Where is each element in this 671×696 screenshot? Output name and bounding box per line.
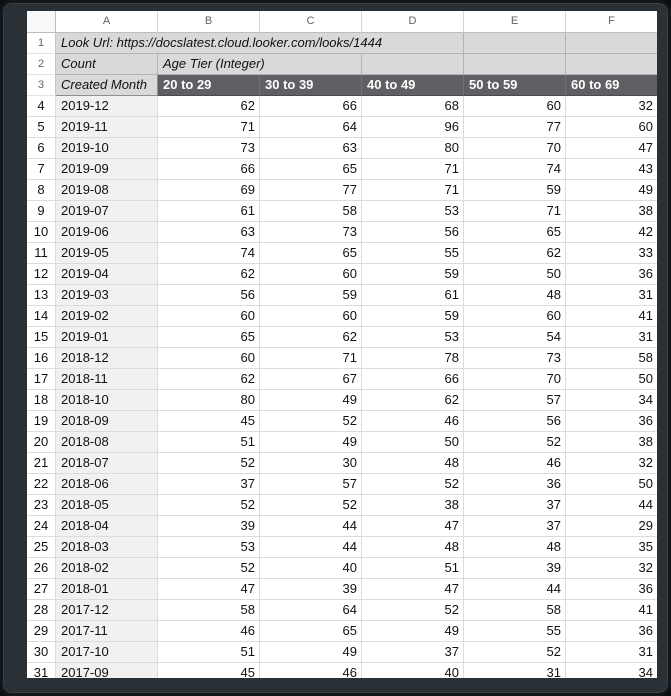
column-header-a[interactable]: A xyxy=(56,11,158,33)
bucket-30-39[interactable]: 30 to 39 xyxy=(260,75,362,96)
month-cell[interactable]: 2018-11 xyxy=(56,369,158,390)
row-number[interactable]: 31 xyxy=(27,663,56,678)
value-cell[interactable]: 64 xyxy=(260,117,362,138)
value-cell[interactable]: 62 xyxy=(158,369,260,390)
value-cell[interactable]: 66 xyxy=(158,159,260,180)
measure-row xyxy=(27,54,657,75)
row-number[interactable]: 5 xyxy=(27,117,56,138)
value-cell[interactable]: 48 xyxy=(464,285,566,306)
value-cell[interactable]: 36 xyxy=(566,411,657,432)
value-cell[interactable]: 58 xyxy=(464,600,566,621)
value-cell[interactable]: 31 xyxy=(566,327,657,348)
value-cell[interactable]: 53 xyxy=(362,327,464,348)
value-cell[interactable]: 65 xyxy=(260,621,362,642)
table-row xyxy=(27,369,657,390)
value-cell[interactable]: 63 xyxy=(260,138,362,159)
value-cell[interactable]: 65 xyxy=(260,159,362,180)
value-cell[interactable]: 49 xyxy=(260,432,362,453)
value-cell[interactable]: 64 xyxy=(260,600,362,621)
value-cell[interactable]: 77 xyxy=(260,180,362,201)
empty-cell[interactable] xyxy=(464,54,566,75)
month-cell[interactable]: 2018-05 xyxy=(56,495,158,516)
value-cell[interactable]: 38 xyxy=(566,432,657,453)
value-cell[interactable]: 62 xyxy=(260,327,362,348)
count-cell[interactable]: Count xyxy=(56,54,158,75)
month-cell[interactable]: 2019-05 xyxy=(56,243,158,264)
value-cell[interactable]: 57 xyxy=(464,390,566,411)
value-cell[interactable]: 39 xyxy=(260,579,362,600)
value-cell[interactable]: 52 xyxy=(260,411,362,432)
row-number[interactable]: 6 xyxy=(27,138,56,159)
row-number[interactable]: 24 xyxy=(27,516,56,537)
value-cell[interactable]: 36 xyxy=(566,579,657,600)
month-cell[interactable]: 2019-02 xyxy=(56,306,158,327)
month-cell[interactable]: 2018-09 xyxy=(56,411,158,432)
value-cell[interactable]: 49 xyxy=(260,390,362,411)
month-cell[interactable]: 2018-01 xyxy=(56,579,158,600)
table-row xyxy=(27,264,657,285)
row-number[interactable]: 15 xyxy=(27,327,56,348)
value-cell[interactable]: 37 xyxy=(464,495,566,516)
value-cell[interactable]: 48 xyxy=(464,537,566,558)
value-cell[interactable]: 31 xyxy=(464,663,566,678)
value-cell[interactable]: 69 xyxy=(158,180,260,201)
value-cell[interactable]: 67 xyxy=(260,369,362,390)
value-cell[interactable]: 52 xyxy=(362,600,464,621)
table-row xyxy=(27,201,657,222)
value-cell[interactable]: 73 xyxy=(260,222,362,243)
value-cell[interactable]: 44 xyxy=(566,495,657,516)
value-cell[interactable]: 44 xyxy=(260,537,362,558)
spreadsheet xyxy=(27,11,657,678)
value-cell[interactable]: 60 xyxy=(158,306,260,327)
value-cell[interactable]: 36 xyxy=(566,264,657,285)
row-number[interactable]: 3 xyxy=(27,75,56,96)
bucket-40-49[interactable]: 40 to 49 xyxy=(362,75,464,96)
value-cell[interactable]: 40 xyxy=(260,558,362,579)
row-number[interactable]: 30 xyxy=(27,642,56,663)
bucket-60-69[interactable]: 60 to 69 xyxy=(566,75,657,96)
value-cell[interactable]: 44 xyxy=(260,516,362,537)
month-cell[interactable]: 2017-12 xyxy=(56,600,158,621)
empty-cell[interactable] xyxy=(566,33,657,54)
table-row xyxy=(27,516,657,537)
value-cell[interactable]: 49 xyxy=(260,642,362,663)
value-cell[interactable]: 58 xyxy=(260,201,362,222)
value-cell[interactable]: 55 xyxy=(362,243,464,264)
value-cell[interactable]: 29 xyxy=(566,516,657,537)
table-row xyxy=(27,432,657,453)
value-cell[interactable]: 45 xyxy=(158,663,260,678)
month-cell[interactable]: 2019-04 xyxy=(56,264,158,285)
value-cell[interactable]: 35 xyxy=(566,537,657,558)
value-cell[interactable]: 62 xyxy=(158,264,260,285)
month-cell[interactable]: 2019-08 xyxy=(56,180,158,201)
value-cell[interactable]: 46 xyxy=(464,453,566,474)
value-cell[interactable]: 36 xyxy=(464,474,566,495)
month-cell[interactable]: 2019-01 xyxy=(56,327,158,348)
month-cell[interactable]: 2019-09 xyxy=(56,159,158,180)
value-cell[interactable]: 65 xyxy=(158,327,260,348)
value-cell[interactable]: 52 xyxy=(158,495,260,516)
value-cell[interactable]: 80 xyxy=(158,390,260,411)
value-cell[interactable]: 50 xyxy=(566,474,657,495)
row-number[interactable]: 7 xyxy=(27,159,56,180)
month-cell[interactable]: 2017-11 xyxy=(56,621,158,642)
month-cell[interactable]: 2018-04 xyxy=(56,516,158,537)
value-cell[interactable]: 58 xyxy=(158,600,260,621)
row-number[interactable]: 13 xyxy=(27,285,56,306)
value-cell[interactable]: 71 xyxy=(158,117,260,138)
month-cell[interactable]: 2018-07 xyxy=(56,453,158,474)
value-cell[interactable]: 52 xyxy=(464,432,566,453)
value-cell[interactable]: 37 xyxy=(362,642,464,663)
value-cell[interactable]: 78 xyxy=(362,348,464,369)
empty-cell[interactable] xyxy=(566,54,657,75)
empty-cell[interactable] xyxy=(362,54,464,75)
row-number[interactable]: 18 xyxy=(27,390,56,411)
select-all-corner[interactable] xyxy=(27,11,56,33)
row-number[interactable]: 23 xyxy=(27,495,56,516)
value-cell[interactable]: 52 xyxy=(464,642,566,663)
value-cell[interactable]: 46 xyxy=(362,411,464,432)
value-cell[interactable]: 47 xyxy=(566,138,657,159)
look-url-row xyxy=(27,33,657,54)
value-cell[interactable]: 70 xyxy=(464,369,566,390)
bucket-50-59[interactable]: 50 to 59 xyxy=(464,75,566,96)
table-row xyxy=(27,138,657,159)
value-cell[interactable]: 60 xyxy=(566,117,657,138)
value-cell[interactable]: 74 xyxy=(464,159,566,180)
row-number[interactable]: 20 xyxy=(27,432,56,453)
empty-cell[interactable] xyxy=(464,33,566,54)
table-row xyxy=(27,495,657,516)
value-cell[interactable]: 73 xyxy=(464,348,566,369)
value-cell[interactable]: 62 xyxy=(464,243,566,264)
data-rows xyxy=(27,96,657,678)
value-cell[interactable]: 31 xyxy=(566,285,657,306)
value-cell[interactable]: 37 xyxy=(158,474,260,495)
table-row xyxy=(27,537,657,558)
value-cell[interactable]: 60 xyxy=(158,348,260,369)
value-cell[interactable]: 30 xyxy=(260,453,362,474)
table-row xyxy=(27,474,657,495)
month-cell[interactable]: 2019-11 xyxy=(56,117,158,138)
value-cell[interactable]: 48 xyxy=(362,453,464,474)
value-cell[interactable]: 53 xyxy=(362,201,464,222)
look-url-cell[interactable]: Look Url: https://docslatest.cloud.looker.com/looks/1444 xyxy=(56,33,464,54)
value-cell[interactable]: 51 xyxy=(158,642,260,663)
value-cell[interactable]: 50 xyxy=(362,432,464,453)
value-cell[interactable]: 50 xyxy=(464,264,566,285)
value-cell[interactable]: 61 xyxy=(158,201,260,222)
value-cell[interactable]: 59 xyxy=(362,264,464,285)
value-cell[interactable]: 31 xyxy=(566,642,657,663)
month-cell[interactable]: 2017-09 xyxy=(56,663,158,678)
table-row xyxy=(27,117,657,138)
row-number[interactable]: 21 xyxy=(27,453,56,474)
value-cell[interactable]: 71 xyxy=(464,201,566,222)
table-row xyxy=(27,222,657,243)
table-row xyxy=(27,558,657,579)
table-row xyxy=(27,411,657,432)
value-cell[interactable]: 34 xyxy=(566,663,657,678)
month-cell[interactable]: 2019-07 xyxy=(56,201,158,222)
row-number[interactable]: 10 xyxy=(27,222,56,243)
value-cell[interactable]: 62 xyxy=(158,96,260,117)
row-number[interactable]: 8 xyxy=(27,180,56,201)
value-cell[interactable]: 63 xyxy=(158,222,260,243)
value-cell[interactable]: 68 xyxy=(362,96,464,117)
column-header-c[interactable]: C xyxy=(260,11,362,33)
value-cell[interactable]: 59 xyxy=(464,180,566,201)
value-cell[interactable]: 36 xyxy=(566,621,657,642)
value-cell[interactable]: 59 xyxy=(260,285,362,306)
value-cell[interactable]: 62 xyxy=(362,390,464,411)
row-number[interactable]: 1 xyxy=(27,33,56,54)
value-cell[interactable]: 53 xyxy=(158,537,260,558)
column-header-b[interactable]: B xyxy=(158,11,260,33)
value-cell[interactable]: 66 xyxy=(362,369,464,390)
month-cell[interactable]: 2019-12 xyxy=(56,96,158,117)
value-cell[interactable]: 42 xyxy=(566,222,657,243)
row-number[interactable]: 9 xyxy=(27,201,56,222)
value-cell[interactable]: 52 xyxy=(158,558,260,579)
month-cell[interactable]: 2018-03 xyxy=(56,537,158,558)
value-cell[interactable]: 33 xyxy=(566,243,657,264)
table-row xyxy=(27,159,657,180)
row-number[interactable]: 11 xyxy=(27,243,56,264)
row-number[interactable]: 16 xyxy=(27,348,56,369)
table-row xyxy=(27,579,657,600)
value-cell[interactable]: 44 xyxy=(464,579,566,600)
value-cell[interactable]: 52 xyxy=(158,453,260,474)
value-cell[interactable]: 80 xyxy=(362,138,464,159)
row-number[interactable]: 27 xyxy=(27,579,56,600)
value-cell[interactable]: 38 xyxy=(362,495,464,516)
value-cell[interactable]: 60 xyxy=(464,306,566,327)
month-cell[interactable]: 2019-03 xyxy=(56,285,158,306)
value-cell[interactable]: 32 xyxy=(566,558,657,579)
value-cell[interactable]: 37 xyxy=(464,516,566,537)
value-cell[interactable]: 47 xyxy=(158,579,260,600)
value-cell[interactable]: 60 xyxy=(260,264,362,285)
value-cell[interactable]: 71 xyxy=(362,159,464,180)
value-cell[interactable]: 70 xyxy=(464,138,566,159)
value-cell[interactable]: 55 xyxy=(464,621,566,642)
value-cell[interactable]: 46 xyxy=(158,621,260,642)
value-cell[interactable]: 54 xyxy=(464,327,566,348)
value-cell[interactable]: 60 xyxy=(260,306,362,327)
row-number[interactable]: 28 xyxy=(27,600,56,621)
value-cell[interactable]: 74 xyxy=(158,243,260,264)
value-cell[interactable]: 47 xyxy=(362,579,464,600)
value-cell[interactable]: 56 xyxy=(158,285,260,306)
value-cell[interactable]: 34 xyxy=(566,390,657,411)
month-cell[interactable]: 2018-02 xyxy=(56,558,158,579)
value-cell[interactable]: 41 xyxy=(566,306,657,327)
value-cell[interactable]: 46 xyxy=(260,663,362,678)
column-header-row xyxy=(27,11,657,33)
value-cell[interactable]: 52 xyxy=(260,495,362,516)
value-cell[interactable]: 32 xyxy=(566,453,657,474)
row-number[interactable]: 12 xyxy=(27,264,56,285)
value-cell[interactable]: 47 xyxy=(362,516,464,537)
value-cell[interactable]: 49 xyxy=(362,621,464,642)
value-cell[interactable]: 50 xyxy=(566,369,657,390)
table-row xyxy=(27,663,657,678)
value-cell[interactable]: 66 xyxy=(260,96,362,117)
value-cell[interactable]: 96 xyxy=(362,117,464,138)
value-cell[interactable]: 39 xyxy=(158,516,260,537)
value-cell[interactable]: 38 xyxy=(566,201,657,222)
month-cell[interactable]: 2017-10 xyxy=(56,642,158,663)
value-cell[interactable]: 41 xyxy=(566,600,657,621)
table-row xyxy=(27,243,657,264)
value-cell[interactable]: 45 xyxy=(158,411,260,432)
value-cell[interactable]: 61 xyxy=(362,285,464,306)
table-row xyxy=(27,390,657,411)
table-row xyxy=(27,306,657,327)
value-cell[interactable]: 59 xyxy=(362,306,464,327)
value-cell[interactable]: 73 xyxy=(158,138,260,159)
value-cell[interactable]: 77 xyxy=(464,117,566,138)
value-cell[interactable]: 65 xyxy=(260,243,362,264)
month-cell[interactable]: 2018-12 xyxy=(56,348,158,369)
table-row xyxy=(27,348,657,369)
row-number[interactable]: 22 xyxy=(27,474,56,495)
bucket-20-29[interactable]: 20 to 29 xyxy=(158,75,260,96)
value-cell[interactable]: 43 xyxy=(566,159,657,180)
table-row xyxy=(27,600,657,621)
column-header-d[interactable]: D xyxy=(362,11,464,33)
table-row xyxy=(27,621,657,642)
value-cell[interactable]: 51 xyxy=(362,558,464,579)
value-cell[interactable]: 52 xyxy=(362,474,464,495)
value-cell[interactable]: 39 xyxy=(464,558,566,579)
table-row xyxy=(27,285,657,306)
month-cell[interactable]: 2018-06 xyxy=(56,474,158,495)
age-tier-cell[interactable]: Age Tier (Integer) xyxy=(158,54,362,75)
month-cell[interactable]: 2019-06 xyxy=(56,222,158,243)
column-header-f[interactable]: F xyxy=(566,11,657,33)
created-month-cell[interactable]: Created Month xyxy=(56,75,158,96)
table-row xyxy=(27,642,657,663)
value-cell[interactable]: 71 xyxy=(260,348,362,369)
table-row xyxy=(27,180,657,201)
month-cell[interactable]: 2018-10 xyxy=(56,390,158,411)
value-cell[interactable]: 58 xyxy=(566,348,657,369)
month-cell[interactable]: 2018-08 xyxy=(56,432,158,453)
row-number[interactable]: 17 xyxy=(27,369,56,390)
row-number[interactable]: 29 xyxy=(27,621,56,642)
month-cell[interactable]: 2019-10 xyxy=(56,138,158,159)
table-row xyxy=(27,327,657,348)
row-number[interactable]: 4 xyxy=(27,96,56,117)
value-cell[interactable]: 49 xyxy=(566,180,657,201)
value-cell[interactable]: 65 xyxy=(464,222,566,243)
row-number[interactable]: 14 xyxy=(27,306,56,327)
value-cell[interactable]: 60 xyxy=(464,96,566,117)
value-cell[interactable]: 32 xyxy=(566,96,657,117)
row-number[interactable]: 19 xyxy=(27,411,56,432)
value-cell[interactable]: 71 xyxy=(362,180,464,201)
value-cell[interactable]: 57 xyxy=(260,474,362,495)
value-cell[interactable]: 51 xyxy=(158,432,260,453)
bucket-header-row xyxy=(27,75,657,96)
table-row xyxy=(27,96,657,117)
value-cell[interactable]: 48 xyxy=(362,537,464,558)
row-number[interactable]: 26 xyxy=(27,558,56,579)
column-header-e[interactable]: E xyxy=(464,11,566,33)
value-cell[interactable]: 56 xyxy=(362,222,464,243)
value-cell[interactable]: 40 xyxy=(362,663,464,678)
table-row xyxy=(27,453,657,474)
value-cell[interactable]: 56 xyxy=(464,411,566,432)
row-number[interactable]: 25 xyxy=(27,537,56,558)
row-number[interactable]: 2 xyxy=(27,54,56,75)
